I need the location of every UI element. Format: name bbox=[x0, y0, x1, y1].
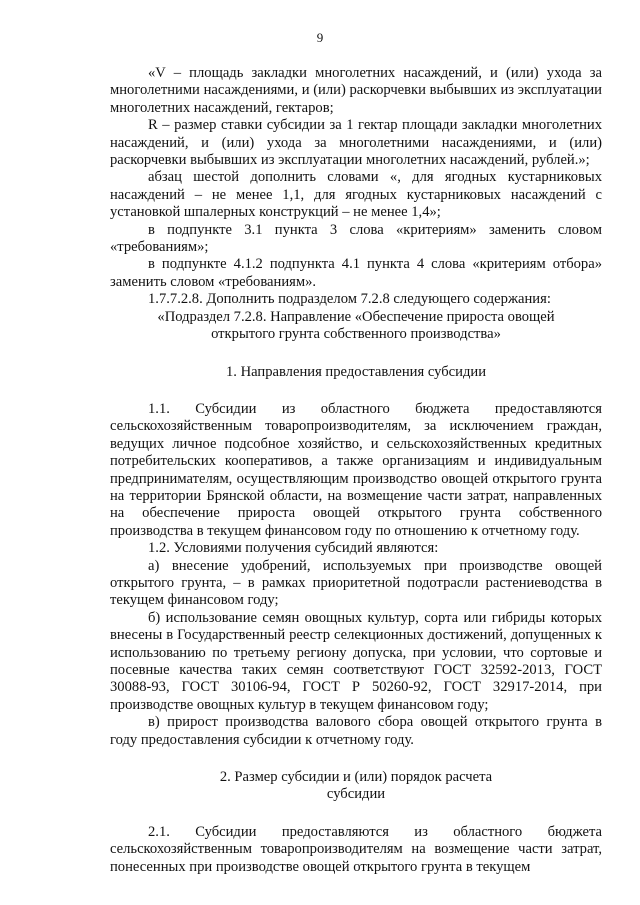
paragraph-abzac-sixth: абзац шестой дополнить словами «, для ягодных кустарниковых насаждений – не менее 1,1, для ягодных кустарниковых насаждений с установкой шпалерных конструкций – не менее 1,4»; bbox=[110, 169, 602, 221]
section1-item-b: б) использование семян овощных культур, сорта или гибриды которых внесены в Государственный реестр селекционных достижений, допущенных к использованию по третьему региону допуска, при условии, что сортовые и посевные качества таких семян соответствуют ГОСТ 32592-2013, ГОСТ 30088-93, ГОСТ 30106-94, ГОСТ Р 50260-92, ГОСТ 32917-2014, при производстве овощных культур в текущем финансовом году; bbox=[110, 609, 602, 713]
paragraph-1-7-7-2-8: 1.7.7.2.8. Дополнить подразделом 7.2.8 следующего содержания: bbox=[148, 291, 551, 308]
section2-heading-line2: субсидии bbox=[326, 786, 386, 803]
paragraph-subpoint-4-1-2: в подпункте 4.1.2 подпункта 4.1 пункта 4 слова «критериям отбора» заменить словом «требованиям». bbox=[110, 256, 602, 290]
section2-paragraph-2-1: 2.1. Субсидии предоставляются из областного бюджета сельскохозяйственным товаропроизводителям на возмещение части затрат, понесенных при производстве овощей открытого грунта в текущем bbox=[110, 823, 602, 875]
section1-paragraph-1-2: 1.2. Условиями получения субсидий являются: bbox=[148, 540, 439, 557]
document-body bbox=[110, 65, 602, 876]
subsection-title-line2: открытого грунта собственного производства» bbox=[211, 326, 501, 343]
section1-paragraph-1-1: 1.1. Субсидии из областного бюджета предоставляются сельскохозяйственным товаропроизводителям, за исключением граждан, ведущих личное подсобное хозяйство, и сельскохозяйственных кредитных потребительских кооперативов, а также организациям и индивидуальным предпринимателям, осуществляющим производство овощей открытого грунта на территории Брянской области, на возмещение части затрат, направленных на обеспечение прироста овощей открытого грунта собственного производства в текущем финансовом году по отношению к отчетному году. bbox=[110, 400, 602, 539]
paragraph-r-definition: R – размер ставки субсидии за 1 гектар площади закладки многолетних насаждений, и (или) ухода за многолетними насаждениями, и (или) раскорчевки выбывших из эксплуатации многолетних насаждений, рублей.»; bbox=[110, 117, 602, 169]
paragraph-subpoint-3-1: в подпункте 3.1 пункта 3 слова «критериям» заменить словом «требованиям»; bbox=[110, 221, 602, 256]
section2-heading-line1: 2. Размер субсидии и (или) порядок расчета bbox=[219, 769, 493, 786]
paragraph-v-definition: «V – площадь закладки многолетних насаждений, и (или) ухода за многолетними насаждениями, и (или) раскорчевки выбывших из эксплуатации многолетних насаждений, гектаров; bbox=[110, 65, 602, 116]
subsection-title-line1: «Подраздел 7.2.8. Направление «Обеспечение прироста овощей bbox=[157, 308, 555, 325]
section1-item-a: а) внесение удобрений, используемых при производстве овощей открытого грунта, – в рамках приоритетной подотрасли растениеводства в текущем финансовом году; bbox=[110, 557, 602, 609]
section1-heading: 1. Направления предоставления субсидии bbox=[225, 363, 486, 380]
page-number: 9 bbox=[316, 30, 324, 45]
section1-item-v: в) прирост производства валового сбора овощей открытого грунта в году предоставления субсидии к отчетному году. bbox=[110, 714, 602, 748]
